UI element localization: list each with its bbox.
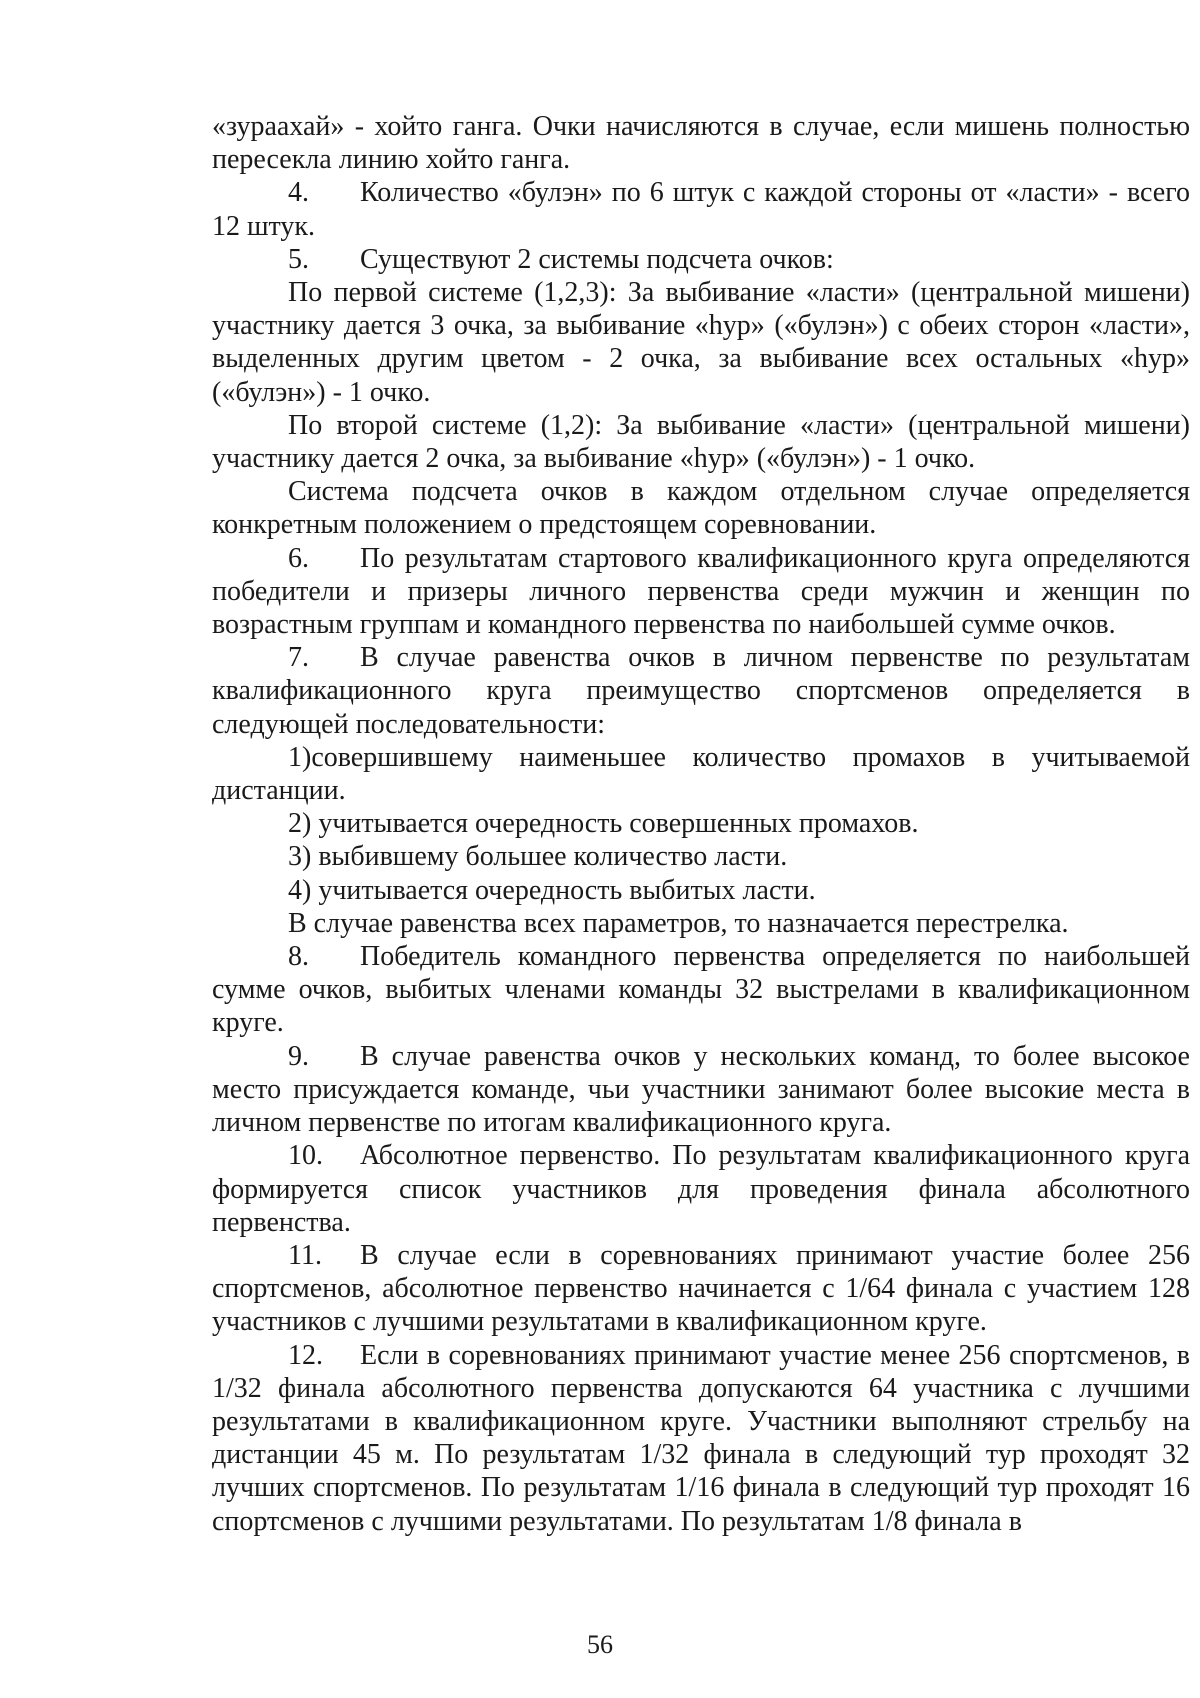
paragraph-text: По первой системе (1,2,3): За выбивание «ласти» (центральной мишени) участнику дается 3 очка, за выбивание «hур» («булэн») с обеих сторон «ласти», выделенных другим цветом - 2 очка, за выбивание всех остальных «hур» («булэн») - 1 очко. <box>212 277 1190 408</box>
document-body <box>212 110 1190 1538</box>
paragraph-continuation <box>212 110 1190 176</box>
paragraph-text: В случае равенства всех параметров, то назначается перестрелка. <box>288 907 1069 939</box>
paragraph-subitem-3 <box>212 840 1190 873</box>
paragraph-text: В случае равенства очков в личном первенстве по результатам квалификационного круга преимущество спортсменов определяется в следующей последовательности: <box>212 642 1190 740</box>
paragraph-item-4 <box>212 176 1190 242</box>
item-number: 6. <box>288 542 309 574</box>
item-number: 9. <box>288 1040 309 1072</box>
paragraph-item-7 <box>212 641 1190 741</box>
item-number: 5. <box>288 243 309 275</box>
paragraph-second-system <box>212 409 1190 475</box>
item-number: 11. <box>288 1239 322 1271</box>
paragraph-item-12 <box>212 1339 1190 1538</box>
paragraph-item-9 <box>212 1040 1190 1140</box>
paragraph-text: 4) учитывается очередность выбитых ласти. <box>288 874 816 906</box>
paragraph-item-10 <box>212 1139 1190 1239</box>
item-number: 8. <box>288 941 309 973</box>
paragraph-text: В случае если в соревнованиях принимают участие более 256 спортсменов, абсолютное первенство начинается с 1/64 финала с участием 128 участников с лучшими результатами в квалификационном круге. <box>212 1239 1190 1338</box>
paragraph-text: В случае равенства очков у нескольких команд, то более высокое место присуждается команде, чьи участники занимают более высокие места в личном первенстве по итогам квалификационного круга. <box>212 1040 1190 1139</box>
paragraph-text: Количество «булэн» по 6 штук с каждой стороны от «ласти» - всего 12 штук. <box>212 177 1190 242</box>
item-number: 7. <box>288 642 309 674</box>
paragraph-text: По результатам стартового квалификационного круга определяются победители и призеры личного первенства среди мужчин и женщин по возрастным группам и командного первенства по наибольшей сумме очков. <box>212 542 1190 641</box>
paragraph-first-system <box>212 276 1190 409</box>
paragraph-item-6 <box>212 542 1190 642</box>
paragraph-text: 3) выбившему большее количество ласти. <box>288 841 788 873</box>
paragraph-text: По второй системе (1,2): За выбивание «ласти» (центральной мишени) участнику дается 2 очка, за выбивание «hур» («булэн») - 1 очко. <box>212 409 1190 475</box>
paragraph-item-8 <box>212 940 1190 1040</box>
paragraph-tiebreak <box>212 907 1190 940</box>
paragraph-text: Если в соревнованиях принимают участие менее 256 спортсменов, в 1/32 финала абсолютного первенства допускаются 64 участника с лучшими результатами в квалификационном круге. Участники выполняют стрельбу на дистанции 45 м. По результатам 1/32 финала в следующий тур проходят 32 лучших спортсменов. По результатам 1/16 финала в следующий тур проходят 16 спортсменов с лучшими результатами. По результатам 1/8 финала в <box>212 1339 1190 1537</box>
paragraph-text: Существуют 2 системы подсчета очков: <box>360 243 834 275</box>
paragraph-subitem-4 <box>212 874 1190 907</box>
item-number: 10. <box>288 1140 323 1172</box>
paragraph-item-11 <box>212 1239 1190 1339</box>
paragraph-subitem-1 <box>212 741 1190 807</box>
paragraph-text: Победитель командного первенства определяется по наибольшей сумме очков, выбитых членами команды 32 выстрелами в квалификационном круге. <box>212 941 1190 1039</box>
paragraph-scoring-system <box>212 475 1190 541</box>
paragraph-text: 1)совершившему наименьшее количество промахов в учитываемой дистанции. <box>212 741 1190 807</box>
paragraph-text: «зураахай» - хойто ганга. Очки начисляются в случае, если мишень полностью пересекла линию хойто ганга. <box>212 111 1190 176</box>
paragraph-text: Система подсчета очков в каждом отдельном случае определяется конкретным положением о предстоящем соревновании. <box>212 476 1190 541</box>
paragraph-subitem-2 <box>212 807 1190 840</box>
page-number: 56 <box>587 1630 613 1659</box>
paragraph-text: Абсолютное первенство. По результатам квалификационного круга формируется список участников для проведения финала абсолютного первенства. <box>212 1140 1190 1238</box>
paragraph-text: 2) учитывается очередность совершенных промахов. <box>288 808 919 840</box>
item-number: 12. <box>288 1339 323 1371</box>
item-number: 4. <box>288 177 309 209</box>
paragraph-item-5 <box>212 243 1190 276</box>
